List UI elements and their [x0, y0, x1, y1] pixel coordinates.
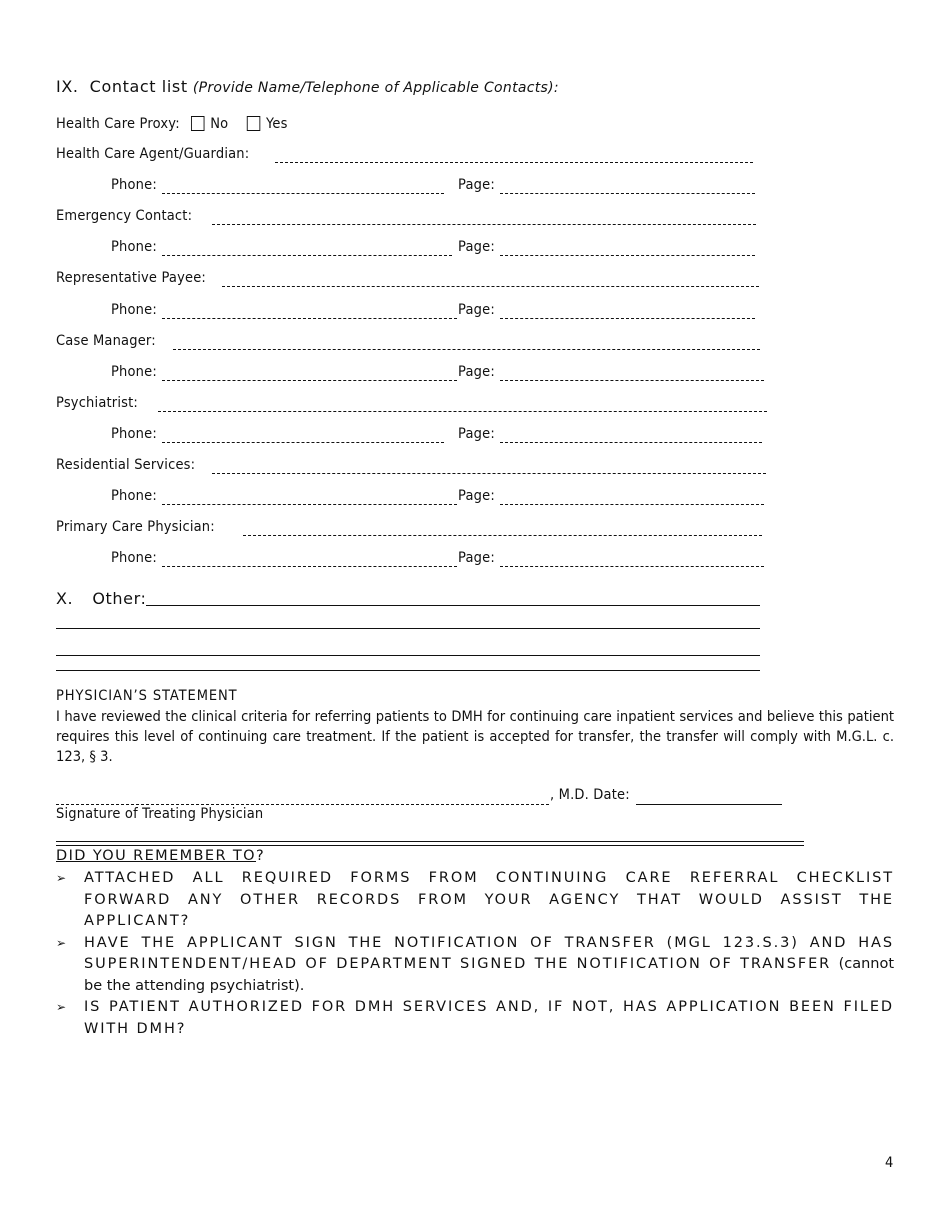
proxy-yes-label: Yes: [265, 116, 288, 132]
agent-page-label: Page:: [458, 177, 495, 193]
other-line-1[interactable]: [146, 605, 760, 606]
reminder-heading: [56, 848, 265, 864]
md-date-label: , M.D. Date:: [550, 787, 630, 803]
divider-top: [56, 841, 804, 842]
other-line-4[interactable]: [56, 670, 760, 671]
section-x-number: X.: [56, 589, 74, 608]
residential-phone-field[interactable]: [162, 504, 457, 505]
reminder-item-text: IS PATIENT AUTHORIZED FOR DMH SERVICES AND, IF NOT, HAS APPLICATION BEEN FILED WITH DMH?: [84, 999, 894, 1037]
reminder-item: [56, 933, 894, 998]
section-subtitle: (Provide Name/Telephone of Applicable Contacts):: [192, 80, 559, 96]
section-number: IX.: [56, 77, 79, 96]
payee-label: Representative Payee:: [56, 270, 207, 286]
case-manager-page-field[interactable]: [500, 380, 764, 381]
arrow-bullet-icon: ➢: [56, 871, 67, 885]
reminder-item: [56, 997, 894, 1040]
primary-care-phone-field[interactable]: [162, 566, 457, 567]
proxy-no-label: No: [210, 116, 229, 132]
signature-field[interactable]: [56, 804, 549, 805]
psychiatrist-field[interactable]: [158, 411, 767, 412]
reminder-item-note: (cannot be the attending psychiatrist).: [84, 956, 895, 994]
signature-caption: Signature of Treating Physician: [56, 806, 264, 822]
other-line-3[interactable]: [56, 655, 760, 656]
agent-field[interactable]: [275, 162, 753, 163]
page-number: 4: [885, 1155, 894, 1171]
psychiatrist-phone-label: Phone:: [111, 426, 157, 442]
statement-text: [56, 707, 894, 767]
psychiatrist-page-label: Page:: [458, 426, 495, 442]
reminder-item-text: ATTACHED ALL REQUIRED FORMS FROM CONTINUING CARE REFERRAL CHECKLIST FORWARD ANY OTHER RECORDS FROM YOUR AGENCY THAT WOULD ASSIST THE APPLICANT?: [84, 870, 894, 929]
case-manager-field[interactable]: [173, 349, 760, 350]
payee-phone-field[interactable]: [162, 318, 457, 319]
section-title: Contact list: [89, 77, 188, 96]
arrow-bullet-icon: ➢: [56, 1000, 67, 1014]
payee-page-label: Page:: [458, 302, 495, 318]
agent-phone-label: Phone:: [111, 177, 157, 193]
residential-field[interactable]: [212, 473, 766, 474]
psychiatrist-label: Psychiatrist:: [56, 395, 138, 411]
agent-label: Health Care Agent/Guardian:: [56, 146, 250, 162]
primary-care-page-label: Page:: [458, 550, 495, 566]
residential-page-label: Page:: [458, 488, 495, 504]
reminder-list: [56, 868, 894, 1040]
primary-care-phone-label: Phone:: [111, 550, 157, 566]
residential-label: Residential Services:: [56, 457, 196, 473]
proxy-label: Health Care Proxy:: [56, 116, 180, 132]
reminder-heading-text: DID YOU REMEMBER TO: [56, 848, 256, 864]
psychiatrist-phone-field[interactable]: [162, 442, 444, 443]
agent-page-field[interactable]: [500, 193, 755, 194]
payee-page-field[interactable]: [500, 318, 755, 319]
residential-phone-label: Phone:: [111, 488, 157, 504]
health-care-proxy-row: [56, 116, 288, 132]
arrow-bullet-icon: ➢: [56, 935, 67, 950]
case-manager-phone-field[interactable]: [162, 380, 457, 381]
proxy-no-checkbox[interactable]: [191, 116, 205, 131]
emergency-label: Emergency Contact:: [56, 208, 193, 224]
section-x-heading: [56, 589, 146, 608]
reminder-heading-q: ?: [256, 848, 266, 864]
section-ix-heading: [56, 77, 559, 96]
case-manager-page-label: Page:: [458, 364, 495, 380]
emergency-phone-label: Phone:: [111, 239, 157, 255]
payee-field[interactable]: [222, 286, 759, 287]
emergency-page-label: Page:: [458, 239, 495, 255]
primary-care-label: Primary Care Physician:: [56, 519, 215, 535]
psychiatrist-page-field[interactable]: [500, 442, 762, 443]
emergency-page-field[interactable]: [500, 255, 755, 256]
divider-bottom: [56, 845, 804, 846]
reminder-item-text: HAVE THE APPLICANT SIGN THE NOTIFICATION OF TRANSFER (MGL 123.S.3) AND HAS SUPERINTENDENT/HEAD OF DEPARTMENT SIGNED THE NOTIFICATION OF TRANSFER: [84, 934, 894, 972]
statement-heading: PHYSICIAN’S STATEMENT: [56, 688, 238, 704]
primary-care-page-field[interactable]: [500, 566, 764, 567]
payee-phone-label: Phone:: [111, 302, 157, 318]
section-x-title: Other:: [92, 589, 147, 608]
other-line-2[interactable]: [56, 628, 760, 629]
primary-care-field[interactable]: [243, 535, 762, 536]
emergency-phone-field[interactable]: [162, 255, 452, 256]
date-field[interactable]: [636, 804, 782, 805]
case-manager-label: Case Manager:: [56, 333, 156, 349]
proxy-yes-checkbox[interactable]: [247, 116, 261, 131]
reminder-item: [56, 868, 894, 933]
case-manager-phone-label: Phone:: [111, 364, 157, 380]
residential-page-field[interactable]: [500, 504, 764, 505]
emergency-field[interactable]: [212, 224, 756, 225]
agent-phone-field[interactable]: [162, 193, 444, 194]
statement-body: I have reviewed the clinical criteria for referring patients to DMH for continuing care inpatient services and believe this patient requires this level of continuing care treatment. If the patient is accepted for transfer, the transfer will comply with M.G.L. c. 123, § 3.: [56, 709, 895, 765]
